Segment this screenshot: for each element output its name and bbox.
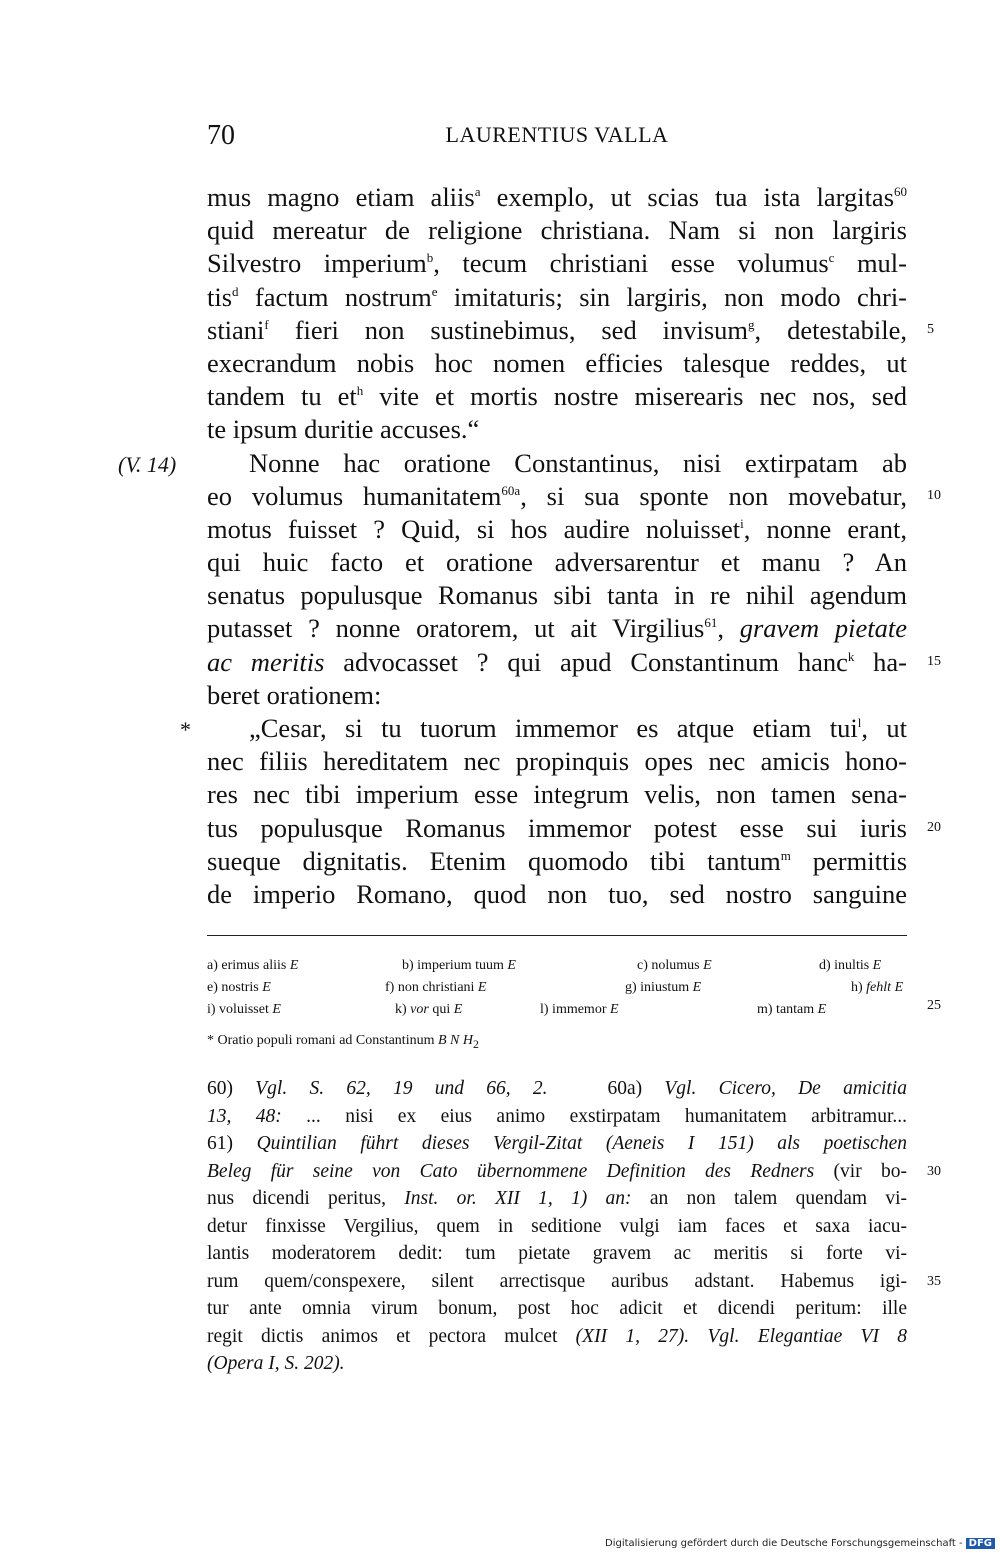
commentary-line: nus dicendi peritus, Inst. or. XII 1, 1) an: an non talem quendam vi- bbox=[207, 1188, 908, 1209]
line-number: 15 bbox=[927, 654, 941, 669]
apparatus-entry: m) tantam E bbox=[757, 1002, 827, 1017]
text-line: stiani$^f$ fieri non sustinebimus, sed invisum$^g$, detestabile, bbox=[207, 314, 907, 345]
commentary-line: rum quem/conspexere, silent arrectisque auribus adstant. Habemus igi- bbox=[207, 1270, 907, 1292]
apparatus-entry: g) iniustum E bbox=[625, 980, 702, 995]
line-number: 25 bbox=[927, 998, 941, 1013]
margin-verse-reference: (V. 14) bbox=[118, 452, 177, 477]
text-line: ac meritis advocasset ? qui apud Constantinum hanc$^k$ ha- bbox=[207, 646, 907, 677]
commentary-line: tur ante omnia virum bonum, post hoc adicit et dicendi peritum: ille bbox=[207, 1298, 907, 1319]
line-number: 30 bbox=[927, 1164, 941, 1179]
line-number: 35 bbox=[927, 1274, 941, 1289]
apparatus-entry: d) inultis E bbox=[819, 958, 882, 973]
commentary-notes bbox=[207, 1075, 907, 1378]
commentary-line: 13, 48: ... nisi ex eius animo exstirpatam humanitatem arbitramur... bbox=[207, 1105, 907, 1127]
text-line: Nonne hac oratione Constantinus, nisi extirpatam ab bbox=[249, 447, 907, 478]
apparatus-row bbox=[207, 999, 907, 1021]
apparatus-entry: k) vor qui E bbox=[395, 1002, 463, 1017]
text-line: tus populusque Romanus immemor potest esse sui iuris bbox=[207, 812, 907, 843]
running-head: LAURENTIUS VALLA bbox=[445, 122, 669, 147]
text-line: putasset ? nonne oratorem, ut ait Virgilius$^{61}$, gravem pietate bbox=[207, 613, 908, 644]
footnote-separator-rule bbox=[207, 935, 907, 936]
page-header bbox=[207, 120, 907, 154]
text-line: tis$^d$ factum nostrum$^e$ imitaturis; sin largiris, non modo chri- bbox=[207, 281, 907, 312]
page-number: 70 bbox=[207, 120, 235, 151]
commentary-line: (Opera I, S. 202). bbox=[207, 1353, 345, 1374]
text-line: quid mereatur de religione christiana. Nam si non largiris bbox=[207, 215, 907, 246]
text-line: res nec tibi imperium esse integrum velis, non tamen sena- bbox=[207, 779, 907, 810]
text-line: de imperio Romano, quod non tuo, sed nostro sanguine bbox=[207, 878, 907, 909]
commentary-line: 60) Vgl. S. 62, 19 und 66, 2. 60a) Vgl. Cicero, De amicitia bbox=[207, 1078, 907, 1099]
text-line: qui huic facto et oratione adversarentur et manu ? An bbox=[207, 547, 907, 578]
apparatus-entry: h) fehlt E bbox=[851, 980, 904, 995]
text-line: mus magno etiam aliis$^a$ exemplo, ut scias tua ista largitas$^{60}$ bbox=[207, 182, 908, 212]
star-footnote: * Oratio populi romani ad Constantinum B N $H_2$ bbox=[207, 1033, 479, 1051]
text-line: eo volumus humanitatem$^{60a}$, si sua sponte non movebatur, bbox=[207, 480, 908, 511]
apparatus-entry: a) erimus aliis E bbox=[207, 958, 299, 973]
line-number: 10 bbox=[927, 488, 941, 503]
text-line: Silvestro imperium$^b$, tecum christiani esse volumus$^c$ mul- bbox=[207, 248, 907, 279]
line-number: 20 bbox=[927, 820, 941, 835]
text-line: senatus populusque Romanus sibi tanta in re nihil agendum bbox=[207, 580, 907, 611]
dfg-logo-icon: DFG bbox=[966, 1538, 995, 1549]
main-text bbox=[207, 181, 907, 911]
apparatus-entry: l) immemor E bbox=[540, 1002, 619, 1017]
apparatus-entry: i) voluisset E bbox=[207, 1002, 281, 1017]
apparatus-entry: b) imperium tuum E bbox=[402, 958, 516, 973]
text-line: sueque dignitatis. Etenim quomodo tibi tantum$^m$ permittis bbox=[207, 845, 908, 876]
apparatus-row bbox=[207, 955, 907, 977]
commentary-line: lantis moderatorem dedit: tum pietate gravem ac meritis si forte vi- bbox=[207, 1243, 907, 1264]
text-line: „Cesar, si tu tuorum immemor es atque etiam tui$^l$, ut bbox=[249, 713, 907, 743]
commentary-line: Beleg für seine von Cato übernommene Definition des Redners (vir bo- bbox=[207, 1160, 907, 1182]
apparatus-entry: e) nostris E bbox=[207, 980, 271, 995]
dfg-notice-text: Digitalisierung gefördert durch die Deutsche Forschungsgemeinschaft - bbox=[605, 1538, 963, 1549]
line-number: 5 bbox=[927, 322, 934, 337]
commentary-line: regit dictis animos et pectora mulcet (XII 1, 27). Vgl. Elegantiae VI 8 bbox=[207, 1325, 908, 1347]
commentary-line: 61) Quintilian führt dieses Vergil-Zitat (Aeneis I 151) als poetischen bbox=[207, 1133, 907, 1154]
text-line: nec filiis hereditatem nec propinquis opes nec amicis hono- bbox=[207, 746, 907, 777]
apparatus-entry: f) non christiani E bbox=[385, 980, 487, 995]
text-line: beret orationem: bbox=[207, 679, 382, 710]
text-line: te ipsum duritie accuses.“ bbox=[207, 414, 480, 445]
critical-apparatus bbox=[207, 955, 907, 1021]
text-line: tandem tu $et^h$ vite et mortis nostre miserearis nec nos, sed bbox=[207, 381, 907, 412]
commentary-line: detur finxisse Vergilius, quem in seditione vulgi iam faces et saxa iacu- bbox=[207, 1215, 907, 1237]
apparatus-row bbox=[207, 977, 907, 999]
apparatus-entry: c) nolumus E bbox=[637, 958, 712, 973]
text-line: motus fuisset ? Quid, si hos audire noluisset$^i$, nonne erant, bbox=[207, 513, 907, 544]
dfg-funding-notice bbox=[605, 1538, 995, 1549]
text-line: execrandum nobis hoc nomen efficies talesque reddes, ut bbox=[207, 347, 907, 378]
margin-star-marker: * bbox=[180, 717, 191, 742]
